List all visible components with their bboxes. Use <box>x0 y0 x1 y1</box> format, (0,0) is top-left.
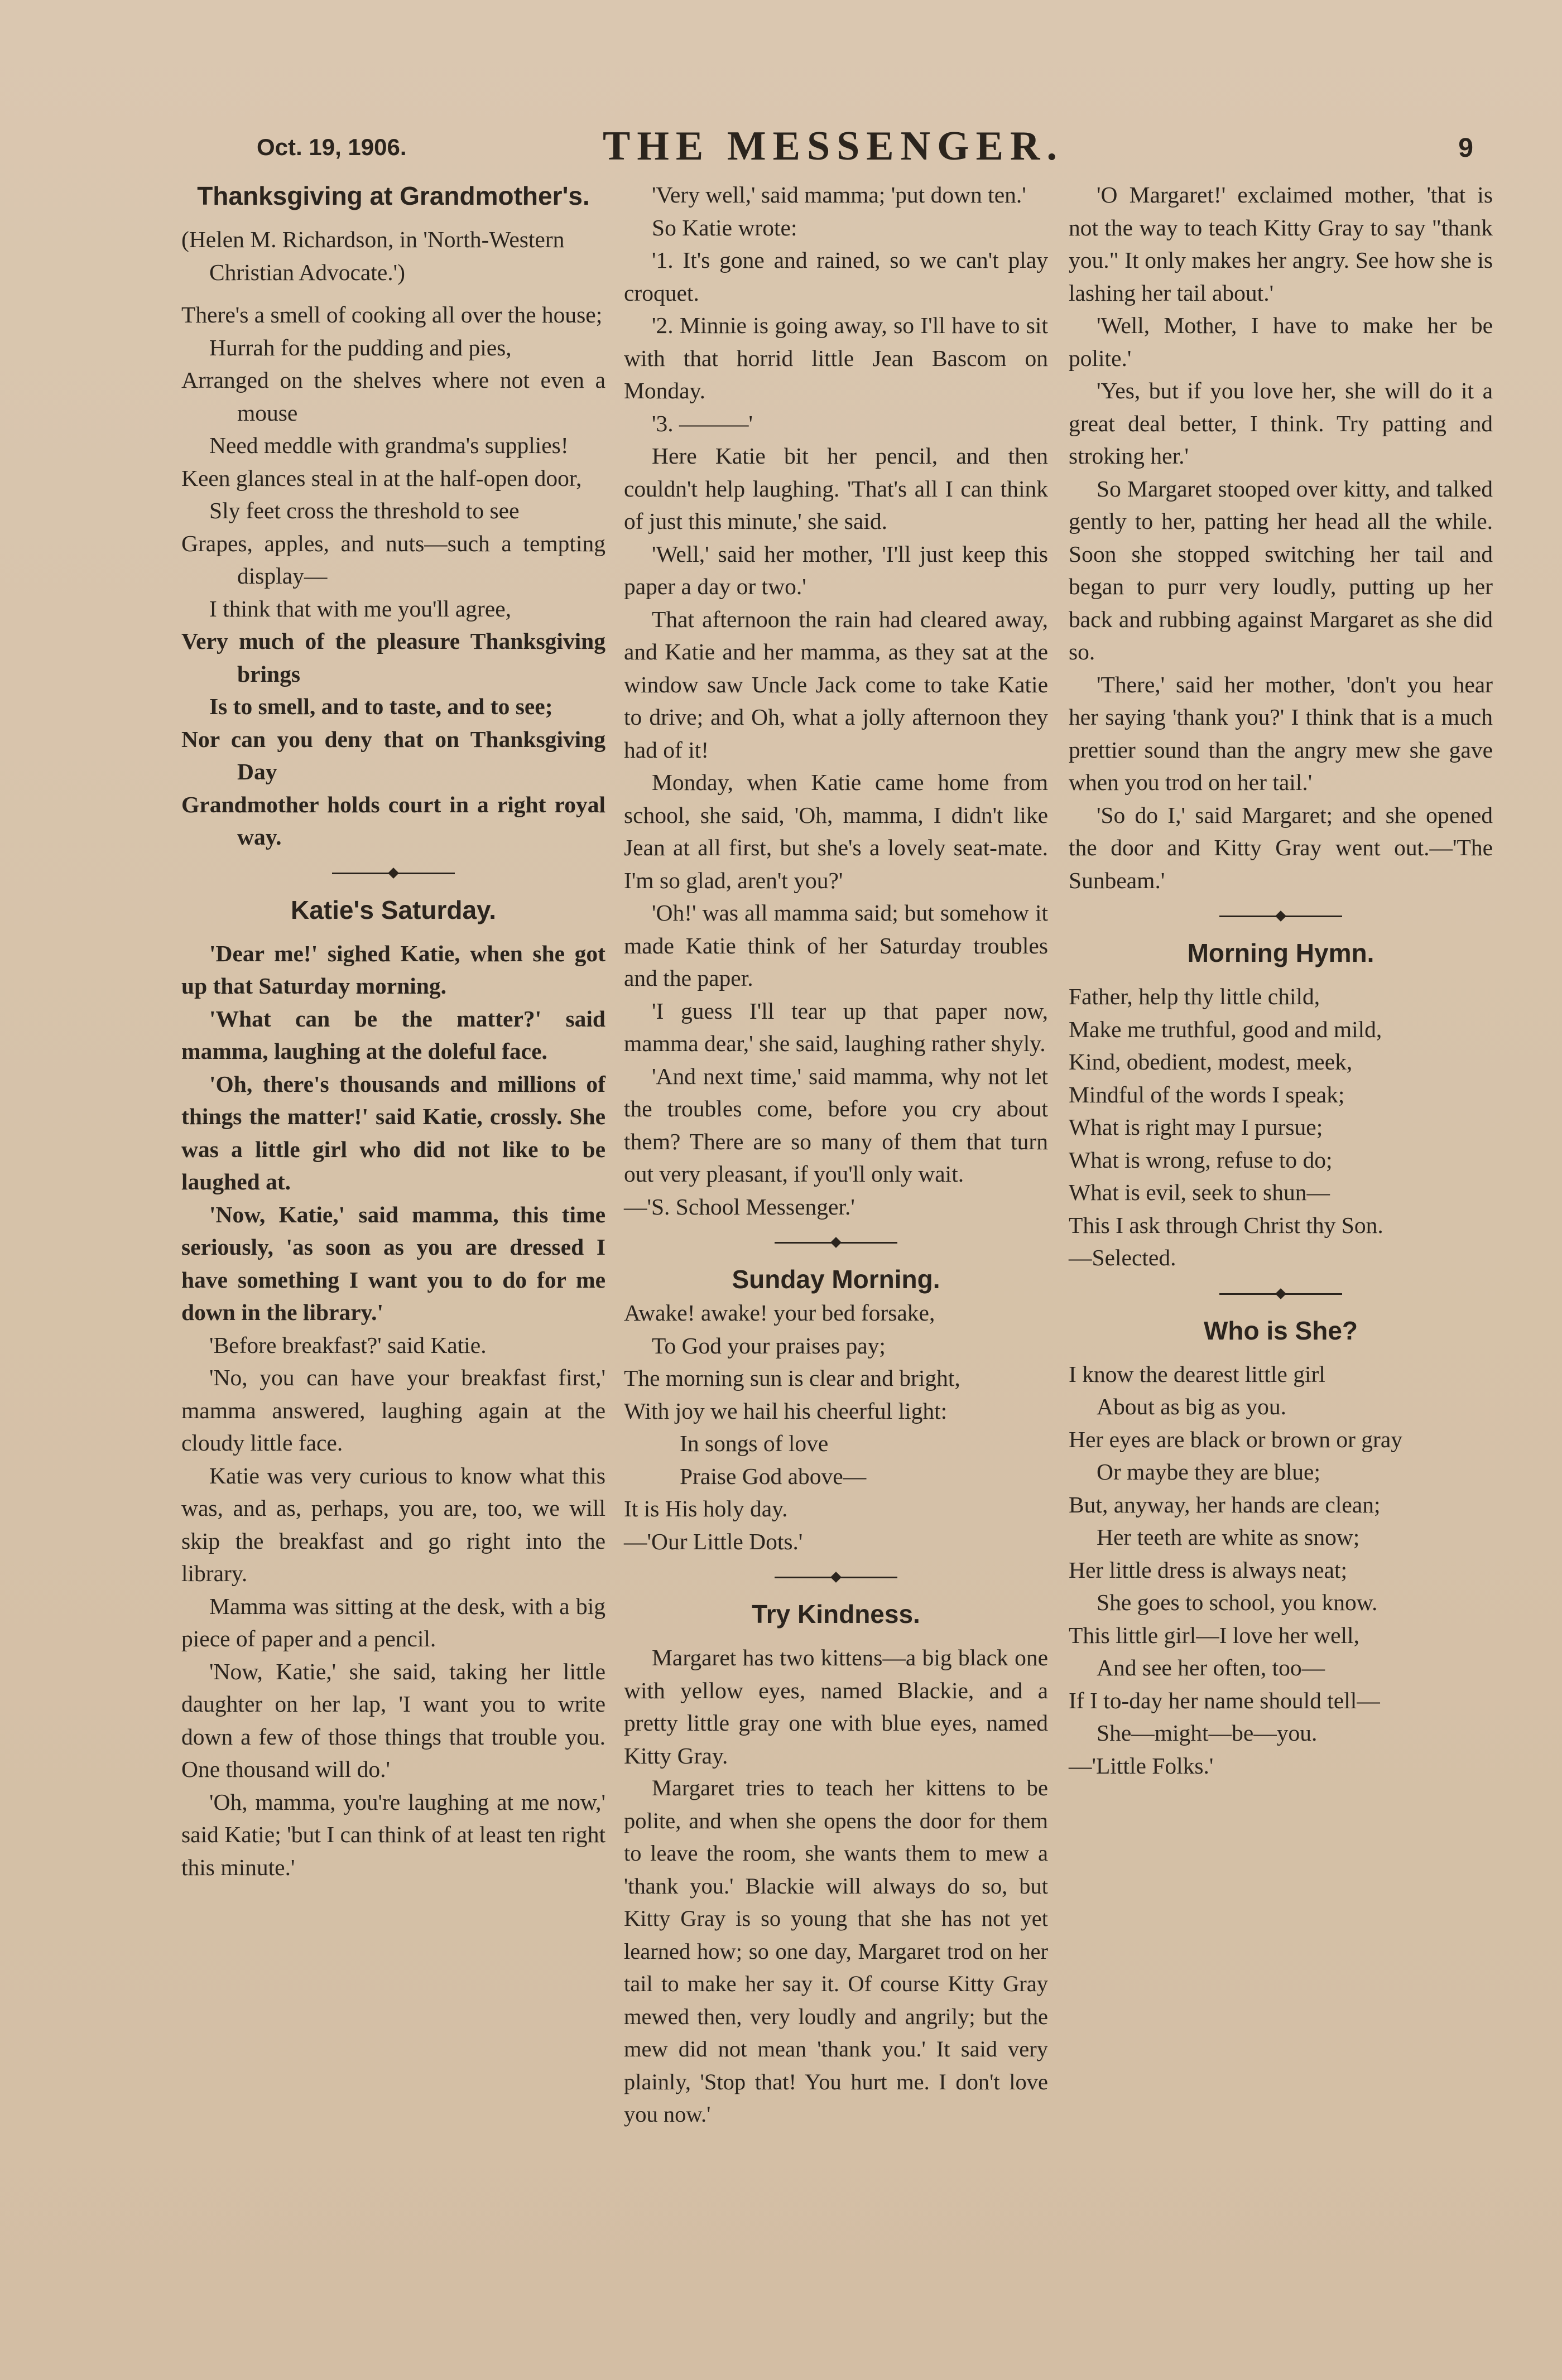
poem-line: To God your praises pay; <box>652 1332 886 1358</box>
poem-credit: —'Our Little Dots.' <box>624 1528 803 1554</box>
paragraph: Katie was very curious to know what this was, and as, perhaps, you are, too, we will skip the breakfast and go right into the library. <box>181 1462 605 1586</box>
paragraph: 'What can be the matter?' said mamma, laughing at the doleful face. <box>181 1005 605 1064</box>
paragraph: 'Very well,' said mamma; 'put down ten.' <box>652 182 1026 208</box>
poem-line: I think that with me you'll agree, <box>209 595 512 622</box>
poem-line: Or maybe they are blue; <box>1097 1459 1320 1485</box>
paragraph: So Katie wrote: <box>652 214 797 240</box>
poem-line: Her teeth are white as snow; <box>1097 1524 1360 1550</box>
poem-title-who: Who is She? <box>1204 1316 1358 1345</box>
poem-thanksgiving <box>181 298 605 854</box>
poem-credit: —'Little Folks.' <box>1069 1752 1214 1779</box>
column-3 <box>1069 179 1493 1782</box>
issue-date: Oct. 19, 1906. <box>257 134 407 160</box>
poem-hymn <box>1069 980 1493 1274</box>
column-1 <box>181 179 605 1883</box>
paragraph: '3. ———' <box>652 410 753 436</box>
section-divider <box>624 1230 1048 1255</box>
paragraph: '1. It's gone and rained, so we can't play croquet. <box>624 247 1048 306</box>
poem-title-hymn: Morning Hymn. <box>1187 938 1374 967</box>
poem-line: Father, help thy little child, <box>1069 984 1320 1009</box>
paragraph: 'Dear me!' sighed Katie, when she got up that Saturday morning. <box>181 940 605 999</box>
paragraph: Here Katie bit her pencil, and then couldn't help laughing. 'That's all I can think of just this minute,' she said. <box>624 443 1048 534</box>
paragraph: 'Oh!' was all mamma said; but somehow it made Katie think of her Saturday troubles and the paper. <box>624 900 1048 991</box>
poem-sunday <box>624 1297 1048 1558</box>
paragraph: 'So do I,' said Margaret; and she opened the door and Kitty Gray went out.—'The Sunbeam.' <box>1069 802 1493 893</box>
poem-title-sunday: Sunday Morning. <box>732 1265 940 1294</box>
paragraph: 'Oh, there's thousands and millions of things the matter!' said Katie, crossly. She was a little girl who did not like to be laughed at. <box>181 1071 605 1194</box>
poem-title-thanksgiving: Thanksgiving at Grandmother's. <box>197 181 590 210</box>
paragraph: Margaret has two kittens—a big black one with yellow eyes, named Blackie, and a pretty little gray one with blue eyes, named Kitty Gray. <box>624 1645 1048 1769</box>
poem-line: Her little dress is always neat; <box>1069 1557 1348 1583</box>
poem-line: About as big as you. <box>1097 1394 1287 1419</box>
paragraph: Margaret tries to teach her kittens to be polite, and when she opens the door for them to leave the room, she wants them to mew a 'thank you.' Blackie will always do so, but Kitty Gray is so young that she has not yet learned how; so one day, Margaret trod on her tail to make her say it. Of course Kitty Gray mewed then, very loudly and angrily; but the mew did not mean 'thank you.' It said very plainly, 'Stop that! You hurt me. I don't love you now.' <box>624 1775 1048 2127</box>
poem-line: Grapes, apples, and nuts—such a tempting display— <box>181 530 605 589</box>
newspaper-title: THE MESSENGER. <box>603 123 1064 169</box>
story-title-kindness: Try Kindness. <box>752 1599 920 1629</box>
poem-who <box>1069 1358 1493 1782</box>
section-divider <box>1069 903 1493 929</box>
paragraph: 'Well, Mother, I have to make her be polite.' <box>1069 312 1493 371</box>
poem-line: This little girl—I love her well, <box>1069 1622 1359 1648</box>
poem-line: With joy we hail his cheerful light: <box>624 1398 948 1424</box>
paragraph: 'No, you can have your breakfast first,' mamma answered, laughing again at the cloudy little face. <box>181 1365 605 1456</box>
poem-line: Is to smell, and to taste, and to see; <box>209 693 553 719</box>
poem-line: Need meddle with grandma's supplies! <box>209 432 569 458</box>
paragraph: 'Now, Katie,' said mamma, this time seriously, 'as soon as you are dressed I have something I want you to do for me down in the library.' <box>181 1201 605 1325</box>
poem-line: Arranged on the shelves where not even a mouse <box>181 367 605 426</box>
poem-line: She goes to school, you know. <box>1097 1589 1378 1615</box>
paragraph: That afternoon the rain had cleared away, and Katie and her mamma, as they sat at the window saw Uncle Jack come to take Katie to drive; and Oh, what a jolly afternoon they had of it! <box>624 606 1048 763</box>
poem-line: Make me truthful, good and mild, <box>1069 1016 1382 1042</box>
poem-line: Hurrah for the pudding and pies, <box>209 334 512 360</box>
masthead <box>257 123 1473 184</box>
paragraph: So Margaret stooped over kitty, and talked gently to her, patting her head all the while. Soon she stopped switching her tail and began to purr very loudly, putting up her back and rubbing against Margaret as she did so. <box>1069 475 1493 664</box>
paragraph: 'Before breakfast?' said Katie. <box>209 1332 487 1358</box>
poem-line: What is evil, seek to shun— <box>1069 1179 1330 1205</box>
paragraph: Mamma was sitting at the desk, with a big piece of paper and a pencil. <box>181 1593 605 1651</box>
paragraph: Monday, when Katie came home from school, she said, 'Oh, mamma, I didn't like Jean at all first, but she's a lovely seat-mate. I'm so glad, aren't you?' <box>624 769 1048 893</box>
poem-byline: (Helen M. Richardson, in 'North-Western Christian Advocate.') <box>181 227 565 285</box>
paragraph: 'Oh, mamma, you're laughing at me now,' said Katie; 'but I can think of at least ten right this minute.' <box>181 1789 605 1880</box>
poem-line: And see her often, too— <box>1097 1655 1325 1680</box>
poem-line: There's a smell of cooking all over the house; <box>181 302 603 327</box>
poem-line: Very much of the pleasure Thanksgiving brings <box>181 628 605 687</box>
poem-line: It is His holy day. <box>624 1496 788 1521</box>
poem-line: She—might—be—you. <box>1097 1720 1318 1746</box>
story-title-katie: Katie's Saturday. <box>291 895 496 924</box>
section-divider <box>181 860 605 886</box>
paragraph: 'And next time,' said mamma, why not let the troubles come, before you cry about them? There are so many of them that turn out very pleasant, if you'll only wait. <box>624 1063 1048 1187</box>
story-credit: —'S. School Messenger.' <box>624 1193 855 1220</box>
poem-line: I know the dearest little girl <box>1069 1361 1325 1387</box>
poem-line: But, anyway, her hands are clean; <box>1069 1491 1381 1517</box>
poem-line: This I ask through Christ thy Son. <box>1069 1212 1383 1238</box>
section-divider <box>624 1564 1048 1590</box>
poem-line: What is wrong, refuse to do; <box>1069 1146 1333 1173</box>
paragraph: 'I guess I'll tear up that paper now, mamma dear,' she said, laughing rather shyly. <box>624 998 1048 1056</box>
poem-line: Nor can you deny that on Thanksgiving Day <box>181 726 605 784</box>
poem-line: The morning sun is clear and bright, <box>624 1365 960 1391</box>
poem-line: Keen glances steal in at the half-open door, <box>181 465 582 491</box>
poem-line: Awake! awake! your bed forsake, <box>624 1300 935 1326</box>
poem-credit: —Selected. <box>1069 1245 1176 1270</box>
poem-line: Grandmother holds court in a right royal way. <box>181 791 605 850</box>
paragraph: 'There,' said her mother, 'don't you hear her saying 'thank you?' I think that is a much prettier sound than the angry mew she gave when you trod on her tail.' <box>1069 671 1493 795</box>
poem-line: What is right may I pursue; <box>1069 1114 1323 1140</box>
poem-line: Praise God above— <box>680 1463 867 1489</box>
page-number: 9 <box>1458 133 1473 163</box>
paragraph: 'Well,' said her mother, 'I'll just keep this paper a day or two.' <box>624 541 1048 599</box>
paragraph: 'O Margaret!' exclaimed mother, 'that is not the way to teach Kitty Gray to say "thank you." It only makes her angry. See how she is lashing her tail about.' <box>1069 182 1493 306</box>
poem-line: Sly feet cross the threshold to see <box>209 498 520 523</box>
paragraph: '2. Minnie is going away, so I'll have to sit with that horrid little Jean Bascom on Monday. <box>624 312 1048 403</box>
column-2 <box>624 179 1048 2131</box>
poem-line: If I to-day her name should tell— <box>1069 1687 1380 1713</box>
poem-line: Kind, obedient, modest, meek, <box>1069 1049 1353 1075</box>
poem-line: Mindful of the words I speak; <box>1069 1081 1345 1107</box>
section-divider <box>1069 1281 1493 1307</box>
paragraph: 'Now, Katie,' she said, taking her little daughter on her lap, 'I want you to write down a few of those things that trouble you. One thousand will do.' <box>181 1658 605 1782</box>
paragraph: 'Yes, but if you love her, she will do it a great deal better, I think. Try patting and stroking her.' <box>1069 378 1493 469</box>
poem-line: In songs of love <box>680 1430 829 1456</box>
poem-line: Her eyes are black or brown or gray <box>1069 1426 1403 1452</box>
